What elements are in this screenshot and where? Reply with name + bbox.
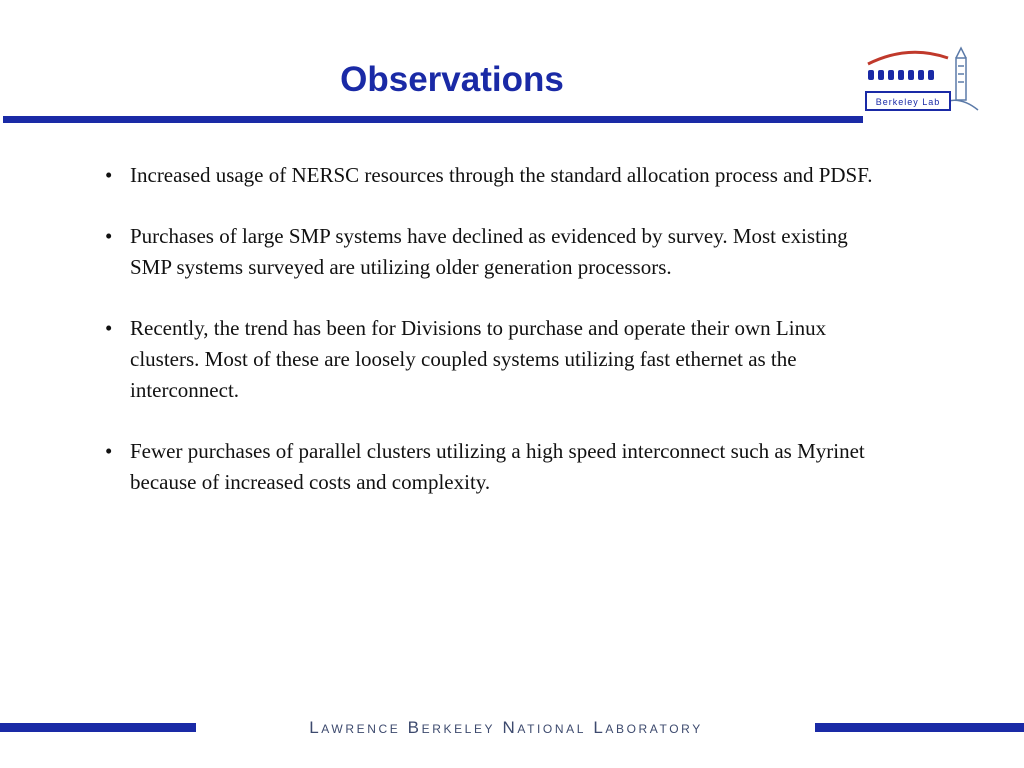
bullet-item: [105, 436, 885, 498]
footer-text: Lawrence Berkeley National Laboratory: [309, 718, 703, 737]
bullet-marker: •: [105, 163, 113, 187]
slide-title: Observations: [340, 60, 564, 99]
bullet-item: [105, 160, 885, 191]
bullet-text: Recently, the trend has been for Divisions to purchase and operate their own Linux clusters. Most of these are loosely coupled systems utilizing fast ethernet as the interconnect.: [130, 316, 827, 402]
bullet-marker: •: [105, 316, 113, 340]
footer-rule-left: [0, 723, 196, 732]
bullet-list: [105, 160, 885, 528]
bullet-marker: •: [105, 224, 113, 248]
bullet-marker: •: [105, 439, 113, 463]
bullet-item: [105, 221, 885, 283]
berkeley-lab-logo-icon: [858, 40, 980, 118]
bullet-text: Purchases of large SMP systems have declined as evidenced by survey. Most existing SMP systems surveyed are utilizing older generation processors.: [130, 224, 848, 279]
footer-rule-right: [815, 723, 1024, 732]
bullet-text: Increased usage of NERSC resources through the standard allocation process and PDSF.: [130, 163, 873, 187]
logo-text: Berkeley Lab: [875, 97, 941, 107]
title-divider: [3, 116, 863, 123]
bullet-item: [105, 313, 885, 406]
bullet-text: Fewer purchases of parallel clusters utilizing a high speed interconnect such as Myrinet because of increased costs and complexity.: [130, 439, 865, 494]
